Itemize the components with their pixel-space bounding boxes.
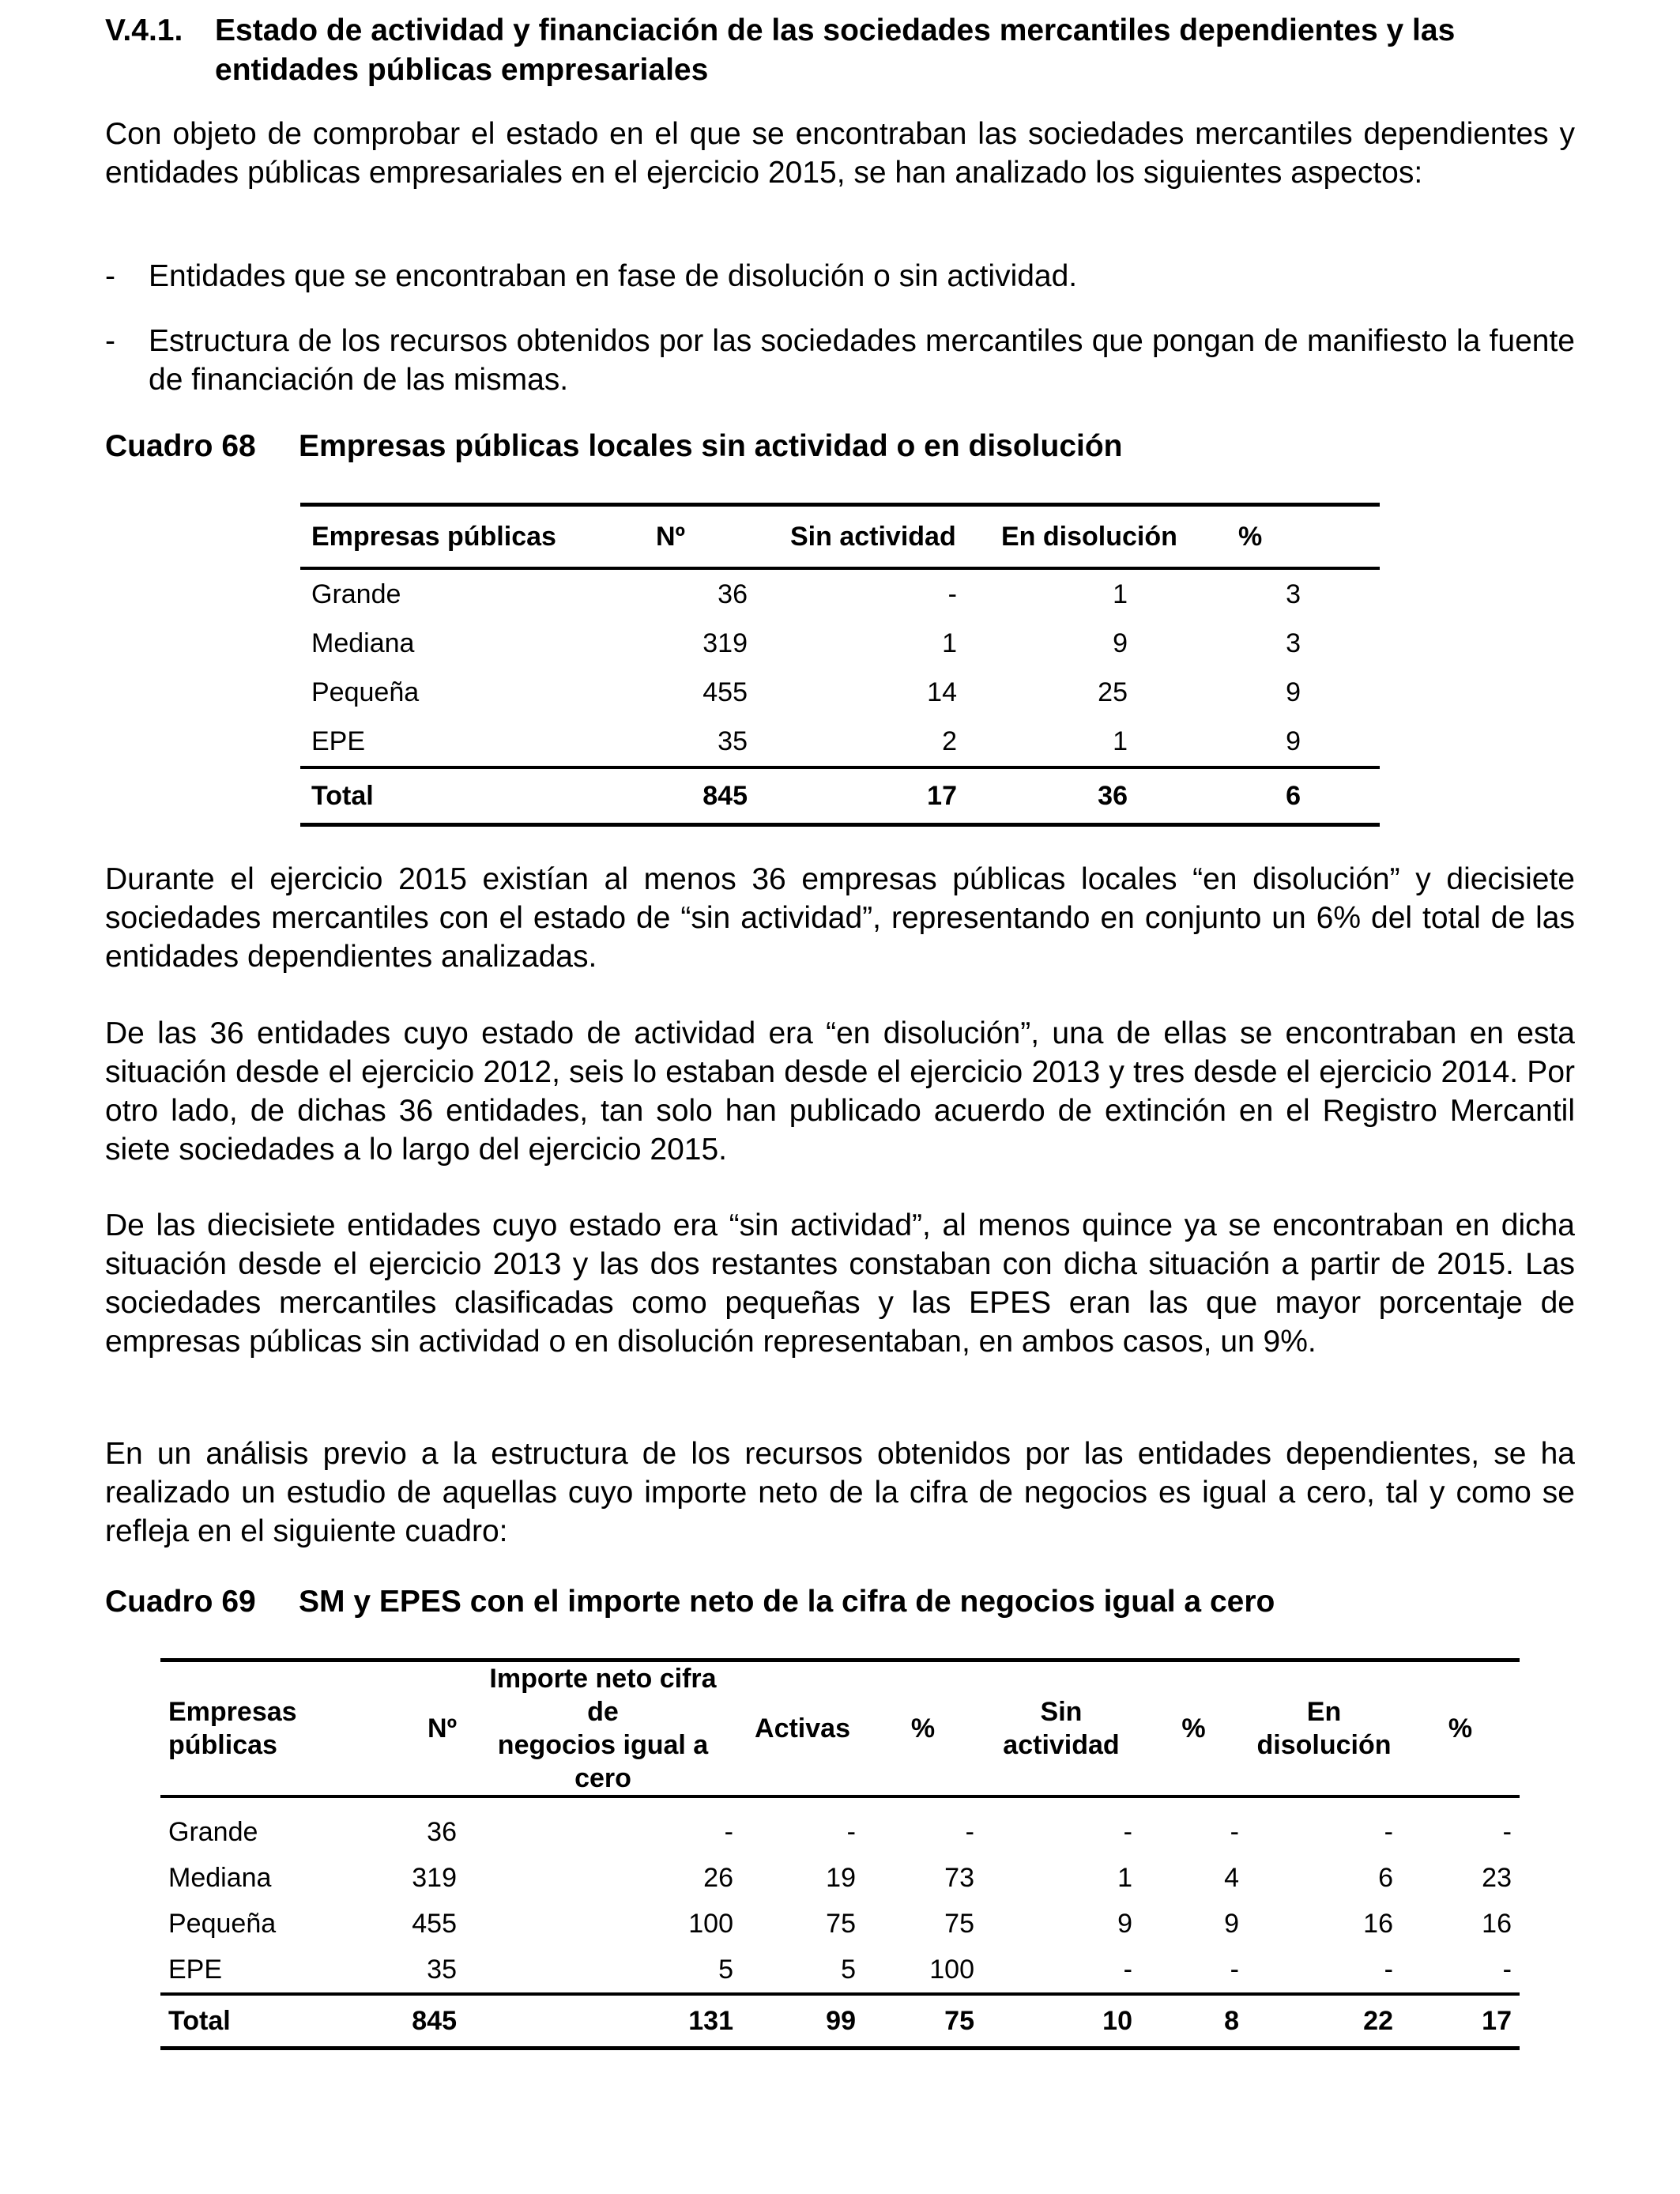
table69-header-line: Importe neto cifra de [489, 1664, 717, 1727]
table69-cell: 5 [718, 1954, 733, 1985]
table69-cell: 4 [1224, 1862, 1239, 1893]
table69-cell: Grande [168, 1816, 258, 1847]
body-paragraph: De las 36 entidades cuyo estado de actividad era “en disolución”, una de ellas se encontraban en esta situación desde el ejercicio 2012, seis lo estaban desde el ejercicio 2013 y tres desde el ejercicio 2014. Por otro lado, de dichas 36 entidades, tan solo han publicado acuerdo de extinción en el Registro Mercantil siete sociedades a lo largo del ejercicio 2015. [105, 1016, 1575, 1167]
table68-cell: 9 [1286, 677, 1301, 707]
table69-header-line: Empresas [168, 1697, 297, 1727]
table69-header-cell [1140, 1661, 1247, 1797]
table68-cell: 9 [1286, 726, 1301, 756]
table68-cell: Mediana [311, 628, 415, 658]
table69-header-line: Nº [428, 1713, 457, 1744]
table68-header-cell: Nº [624, 505, 759, 569]
table69-total-cell: 845 [354, 1994, 465, 2049]
table69-total-row [160, 1994, 1520, 2049]
table69-total-cell: 131 [465, 1994, 741, 2049]
table68-header-cell: % [1191, 505, 1380, 569]
table69-cell: 23 [1482, 1862, 1512, 1893]
table69-caption [105, 1582, 1275, 1622]
table69-cell: - [1384, 1954, 1393, 1985]
bullet-marker: - [105, 259, 115, 293]
table68-cell: 9 [1113, 628, 1128, 658]
table69-header-row [160, 1661, 1520, 1797]
section-title: Estado de actividad y financiación de las sociedades mercantiles dependientes y las entidades públicas empresariales [215, 13, 1456, 87]
table69-cell: 5 [841, 1954, 856, 1985]
table69-header-line: Sin [1040, 1697, 1083, 1727]
table68-cell: 14 [927, 677, 957, 707]
table68-cell: 1 [1113, 579, 1128, 609]
table69-total-cell: 8 [1140, 1994, 1247, 2049]
bullet-item [105, 322, 1575, 399]
table69-header-cell [982, 1661, 1140, 1797]
table68-caption [105, 427, 1123, 466]
table69-cell: - [846, 1816, 856, 1847]
table69-cell: 73 [944, 1862, 974, 1893]
table69-cell: 455 [412, 1908, 457, 1939]
table69-cell: 319 [412, 1862, 457, 1893]
table69-cell: - [1230, 1954, 1239, 1985]
table68-cell: 25 [1098, 677, 1128, 707]
table69-cell: 75 [826, 1908, 856, 1939]
intro-paragraph: Con objeto de comprobar el estado en el que se encontraban las sociedades mercantiles dependientes y entidades públicas empresariales en el ejercicio 2015, se han analizado los siguientes aspectos: [105, 117, 1575, 190]
table69-total-cell: 75 [864, 1994, 982, 2049]
table69-cell: 26 [703, 1862, 733, 1893]
table69-cell: - [1502, 1954, 1512, 1985]
table69-cell: 6 [1378, 1862, 1393, 1893]
table69-header-cell [354, 1661, 465, 1797]
table69-cell: - [1230, 1816, 1239, 1847]
table69-cell: 36 [427, 1816, 457, 1847]
table69-header-cell [1247, 1661, 1401, 1797]
table69-cell: 19 [826, 1862, 856, 1893]
table68-caption-title: Empresas públicas locales sin actividad o en disolución [299, 429, 1123, 463]
table69-header-line: % [1448, 1713, 1473, 1744]
table69-total-cell: 22 [1247, 1994, 1401, 2049]
table68 [300, 503, 1380, 827]
table69-header-line: actividad [1003, 1730, 1120, 1760]
table69-cell: 1 [1117, 1862, 1132, 1893]
table69-cell: 100 [929, 1954, 974, 1985]
bullet-text: Estructura de los recursos obtenidos por las sociedades mercantiles que pongan de manifiesto la fuente de financiación de las mismas. [149, 324, 1575, 397]
table-row [300, 668, 1380, 717]
table68-header-cell: Empresas públicas [300, 505, 624, 569]
table68-total-cell: 36 [968, 767, 1191, 825]
table68-header-cell: En disolución [968, 505, 1191, 569]
table69-header-line: negocios igual a cero [497, 1730, 709, 1793]
body-paragraph: Durante el ejercicio 2015 existían al menos 36 empresas públicas locales “en disolución” y diecisiete sociedades mercantiles con el estado de “sin actividad”, representando en conjunto un 6% del total de las entidades dependientes analizadas. [105, 862, 1575, 974]
table69-total-cell: 99 [741, 1994, 864, 2049]
table69-cell: EPE [168, 1954, 223, 1985]
table69-header-cell [465, 1661, 741, 1797]
table69-cell: 16 [1363, 1908, 1393, 1939]
table69-caption-number: Cuadro 69 [105, 1585, 256, 1619]
table68-cell: 455 [703, 677, 748, 707]
table68-cell: 35 [718, 726, 748, 756]
table68-cell: 1 [1113, 726, 1128, 756]
table68-cell: - [947, 579, 957, 609]
table69-header-line: % [1181, 1713, 1206, 1744]
table69-total-cell: 10 [982, 1994, 1140, 2049]
table69-total-cell: 17 [1401, 1994, 1520, 2049]
table69-header-line: disolución [1256, 1730, 1392, 1760]
table69-cell: Pequeña [168, 1908, 277, 1939]
table68-total-cell: 6 [1191, 767, 1380, 825]
table68-cell: Grande [311, 579, 401, 609]
table69-header-line: En [1306, 1697, 1342, 1727]
table68-header-row [300, 505, 1380, 569]
table69-cell: - [1502, 1816, 1512, 1847]
section-number: V.4.1. [105, 13, 183, 47]
table69-cell: 35 [427, 1954, 457, 1985]
table69-header-cell [1401, 1661, 1520, 1797]
table68-header-cell: Sin actividad [759, 505, 968, 569]
table-row [300, 717, 1380, 767]
table69-header-line: públicas [168, 1730, 277, 1760]
table69-cell: 9 [1117, 1908, 1132, 1939]
table68-cell: Pequeña [311, 677, 420, 707]
table69-cell: Mediana [168, 1862, 272, 1893]
table-row [300, 619, 1380, 668]
body-paragraph: De las diecisiete entidades cuyo estado era “sin actividad”, al menos quince ya se encontraban en dicha situación desde el ejercicio 2013 y las dos restantes constaban con dicha situación a partir de 2015. Las sociedades mercantiles clasificadas como pequeñas y las EPES eran las que mayor porcentaje de empresas públicas sin actividad o en disolución representaban, en ambos casos, un 9%. [105, 1208, 1575, 1359]
table-row [160, 1947, 1520, 1994]
bullet-marker: - [105, 324, 115, 358]
table69-cell: - [1123, 1816, 1132, 1847]
bullet-item [105, 257, 1575, 296]
table68-cell: EPE [311, 726, 366, 756]
table69-cell: - [965, 1816, 974, 1847]
table68-cell: 36 [718, 579, 748, 609]
table69-caption-title: SM y EPES con el importe neto de la cifra de negocios igual a cero [299, 1585, 1275, 1619]
table-row [160, 1796, 1520, 1855]
table69-cell: - [724, 1816, 733, 1847]
table68-total-cell: 17 [759, 767, 968, 825]
table69-header-cell [864, 1661, 982, 1797]
body-paragraph: En un análisis previo a la estructura de los recursos obtenidos por las entidades dependientes, se ha realizado un estudio de aquellas cuyo importe neto de la cifra de negocios es igual a cero, tal y como se refleja en el siguiente cuadro: [105, 1437, 1575, 1548]
table69-cell: - [1384, 1816, 1393, 1847]
table68-total-row [300, 767, 1380, 825]
table-row [300, 568, 1380, 619]
table-row [160, 1901, 1520, 1947]
table68-cell: 1 [942, 628, 957, 658]
table69-cell: 16 [1482, 1908, 1512, 1939]
table69-header-cell [160, 1661, 354, 1797]
table69-total-cell: Total [160, 1994, 354, 2049]
table69-cell: 9 [1224, 1908, 1239, 1939]
table68-caption-number: Cuadro 68 [105, 429, 256, 463]
table68-total-cell: 845 [624, 767, 759, 825]
table69-cell: - [1123, 1954, 1132, 1985]
table-row [160, 1855, 1520, 1901]
table69-cell: 75 [944, 1908, 974, 1939]
table68-cell: 3 [1286, 628, 1301, 658]
bullet-text: Entidades que se encontraban en fase de disolución o sin actividad. [149, 259, 1078, 293]
table68-cell: 3 [1286, 579, 1301, 609]
table68-total-cell: Total [300, 767, 624, 825]
table69-cell: 100 [688, 1908, 733, 1939]
table69-header-cell [741, 1661, 864, 1797]
table69-header-line: Activas [755, 1713, 850, 1744]
table69-header-line: % [910, 1713, 936, 1744]
table68-cell: 2 [942, 726, 957, 756]
table69 [160, 1658, 1520, 2050]
section-heading [105, 11, 1575, 90]
table68-cell: 319 [703, 628, 748, 658]
